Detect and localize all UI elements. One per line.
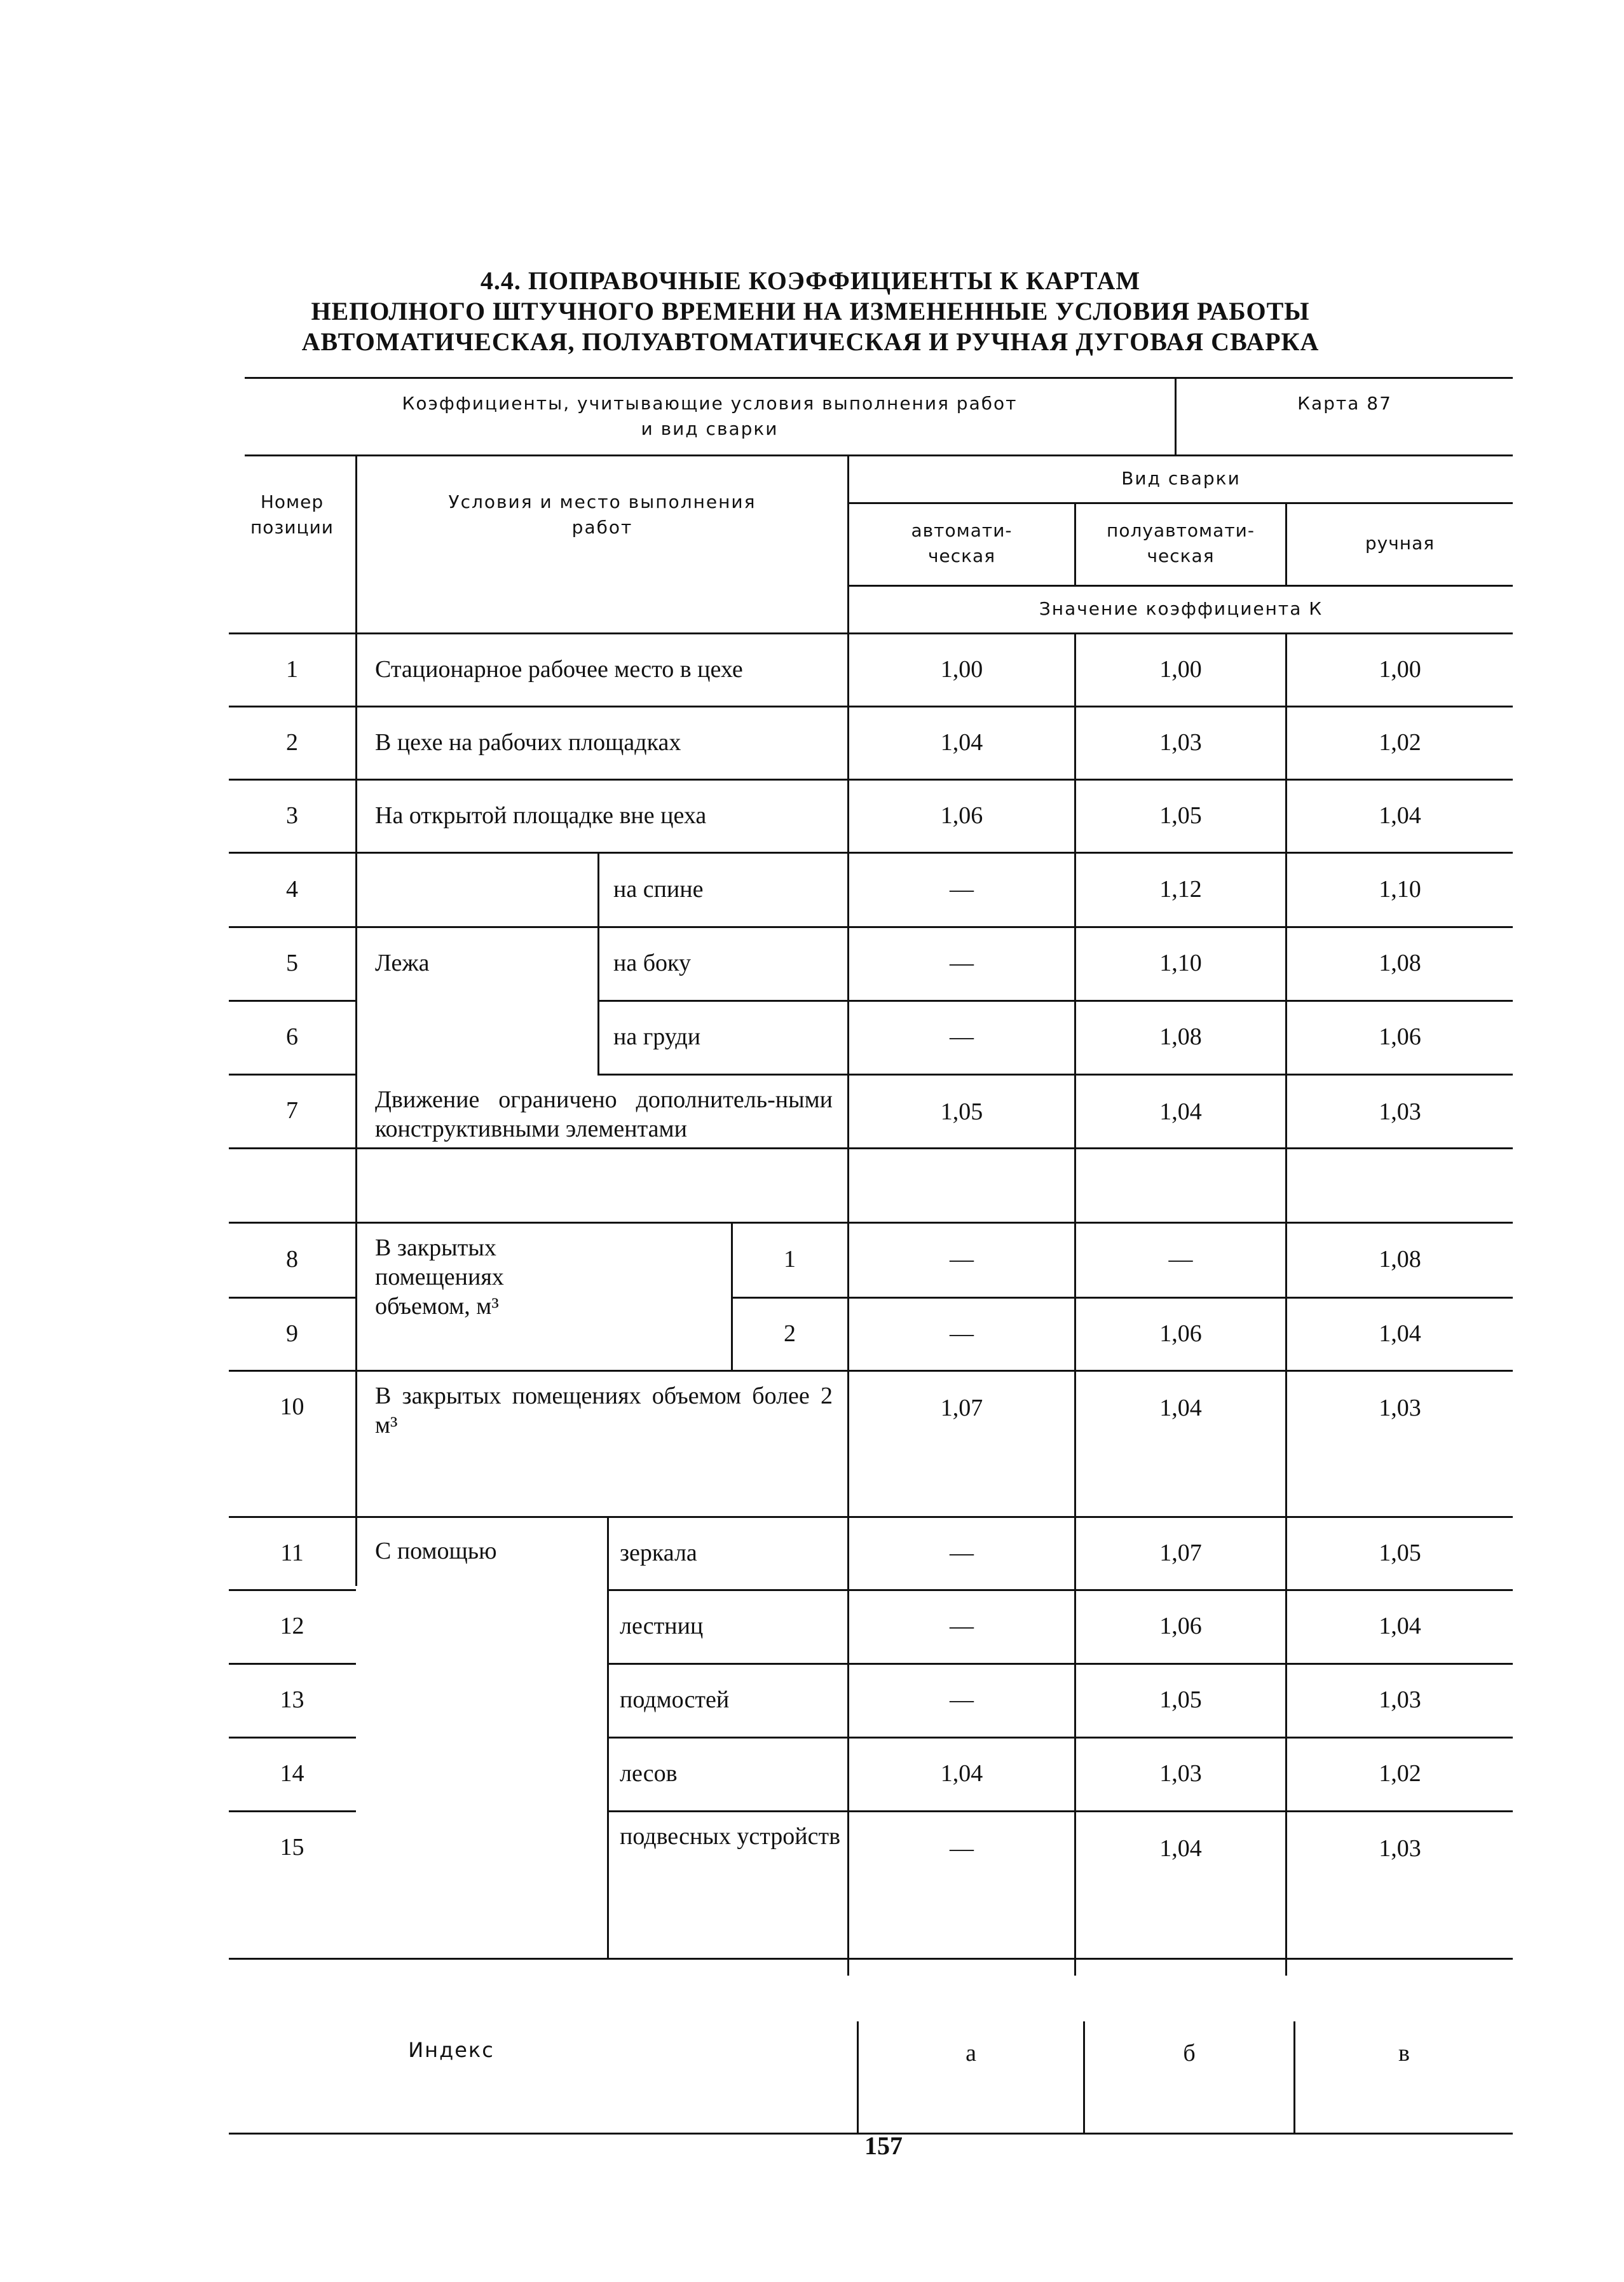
coefficient-value-header: Значение коэффициента К [1039, 598, 1323, 619]
rule [355, 454, 357, 1586]
row-value-manual: 1,08 [1379, 950, 1421, 976]
row-condition: подмостей [620, 1686, 730, 1713]
row-value-auto: — [950, 1539, 974, 1566]
row-number: 9 [286, 1320, 298, 1347]
index-label: Индекс [408, 2038, 495, 2062]
row-value-auto: — [950, 875, 974, 903]
row-value-manual: 1,03 [1379, 1835, 1421, 1862]
rule [607, 1516, 609, 1958]
row-number: 8 [286, 1246, 298, 1273]
row-number: 15 [280, 1834, 304, 1861]
card-number: Карта 87 [1297, 393, 1392, 414]
row-value-semi-auto: 1,00 [1159, 655, 1202, 683]
row-value-manual: 1,04 [1379, 802, 1421, 829]
rule [229, 1958, 1513, 1960]
rule [847, 585, 1513, 587]
row-value-manual: 1,03 [1379, 1395, 1421, 1421]
rule [731, 1222, 733, 1370]
row-value-semi-auto: 1,06 [1159, 1613, 1202, 1639]
row-condition: зеркала [620, 1539, 697, 1566]
row-value-semi-auto: 1,04 [1159, 1395, 1202, 1421]
row-value-auto: — [950, 1320, 974, 1347]
row-value-manual: 1,05 [1379, 1539, 1421, 1566]
row-value-auto: — [950, 1686, 974, 1713]
row-condition: 2 [784, 1320, 796, 1347]
row-value-semi-auto: 1,08 [1159, 1023, 1202, 1050]
group-closed-rooms: В закрытых помещениях объемом, м³ [375, 1234, 504, 1320]
page-number: 157 [864, 2131, 903, 2160]
title-line-3: АВТОМАТИЧЕСКАЯ, ПОЛУАВТОМАТИЧЕСКАЯ И РУЧНАЯ ДУГОВАЯ СВАРКА [301, 327, 1320, 356]
row-condition: подвесных устройств [620, 1823, 841, 1850]
row-value-auto: 1,06 [940, 802, 983, 829]
row-number: 13 [280, 1686, 304, 1713]
semi-auto-column-header: полуавтомати- ческая [1107, 520, 1255, 566]
row-value-manual: 1,06 [1379, 1023, 1421, 1050]
row-value-manual: 1,02 [1379, 728, 1421, 756]
row-value-manual: 1,04 [1379, 1613, 1421, 1639]
position-number-header: Номер позиции [250, 491, 334, 538]
row-number: 12 [280, 1613, 304, 1639]
row-condition: на боку [613, 950, 691, 976]
row-value-semi-auto: 1,12 [1159, 875, 1202, 903]
row-number: 6 [286, 1023, 298, 1050]
row-value-semi-auto: 1,04 [1159, 1098, 1202, 1125]
row-value-manual: 1,03 [1379, 1686, 1421, 1713]
row-number: 10 [280, 1393, 304, 1420]
index-manual: в [1398, 2040, 1410, 2067]
auto-column-header: автомати- ческая [911, 520, 1013, 566]
row-condition: В цехе на рабочих площадках [375, 728, 681, 756]
row-number: 1 [286, 655, 298, 683]
row-number: 7 [286, 1097, 298, 1124]
row-number: 11 [280, 1539, 304, 1566]
row-value-auto: — [950, 1246, 974, 1273]
row-value-manual: 1,10 [1379, 875, 1421, 903]
index-auto: а [966, 2040, 976, 2067]
row-value-auto: 1,07 [940, 1395, 983, 1421]
rule [597, 852, 599, 1074]
row-value-semi-auto: 1,03 [1159, 728, 1202, 756]
row-value-auto: — [950, 1835, 974, 1862]
section-title [235, 266, 1386, 357]
conditions-header: Условия и место выполнения работ [448, 491, 756, 538]
rule [245, 377, 1513, 379]
row-number: 2 [286, 728, 298, 756]
row-value-semi-auto: — [1168, 1246, 1193, 1273]
row-condition: на груди [613, 1023, 701, 1050]
row-value-manual: 1,03 [1379, 1098, 1421, 1125]
row-condition: В закрытых помещениях объемом более 2 м³ [375, 1383, 833, 1438]
row-value-auto: 1,04 [940, 1760, 983, 1787]
row-value-manual: 1,08 [1379, 1246, 1421, 1273]
row-value-semi-auto: 1,07 [1159, 1539, 1202, 1566]
row-value-manual: 1,02 [1379, 1760, 1421, 1787]
row-value-auto: 1,00 [940, 655, 983, 683]
row-condition: на спине [613, 875, 704, 903]
row-value-auto: 1,04 [940, 728, 983, 756]
coefficients-header: Коэффициенты, учитывающие условия выполнения работ и вид сварки [402, 393, 1018, 439]
row-condition: лесов [620, 1760, 678, 1787]
row-number: 5 [286, 950, 298, 976]
index-semi-auto: б [1183, 2040, 1196, 2067]
group-lying: Лежа [375, 950, 430, 976]
title-line-2: НЕПОЛНОГО ШТУЧНОГО ВРЕМЕНИ НА ИЗМЕНЕННЫЕ УСЛОВИЯ РАБОТЫ [311, 297, 1310, 325]
row-number: 14 [280, 1760, 304, 1787]
row-condition: 1 [784, 1246, 796, 1273]
row-value-semi-auto: 1,04 [1159, 1835, 1202, 1862]
row-value-auto: — [950, 950, 974, 976]
row-value-semi-auto: 1,05 [1159, 802, 1202, 829]
weld-type-header: Вид сварки [1121, 468, 1241, 489]
row-value-semi-auto: 1,05 [1159, 1686, 1202, 1713]
row-value-auto: 1,05 [940, 1098, 983, 1125]
row-value-manual: 1,00 [1379, 655, 1421, 683]
rule [847, 502, 1513, 504]
row-number: 3 [286, 802, 298, 829]
group-with-help: С помощью [375, 1538, 497, 1564]
row-value-auto: — [950, 1613, 974, 1639]
manual-column-header: ручная [1365, 533, 1435, 554]
row-condition: Движение ограничено дополнитель-ными конструктивными элементами [375, 1086, 833, 1142]
row-number: 4 [286, 875, 298, 903]
row-value-semi-auto: 1,10 [1159, 950, 1202, 976]
rule [245, 454, 1513, 456]
row-value-auto: — [950, 1023, 974, 1050]
title-line-1: 4.4. ПОПРАВОЧНЫЕ КОЭФФИЦИЕНТЫ К КАРТАМ [480, 266, 1141, 295]
row-condition: Стационарное рабочее место в цехе [375, 655, 743, 683]
row-condition: На открытой площадке вне цеха [375, 802, 707, 829]
row-value-semi-auto: 1,03 [1159, 1760, 1202, 1787]
row-condition: лестниц [620, 1613, 704, 1639]
row-value-manual: 1,04 [1379, 1320, 1421, 1347]
row-value-semi-auto: 1,06 [1159, 1320, 1202, 1347]
